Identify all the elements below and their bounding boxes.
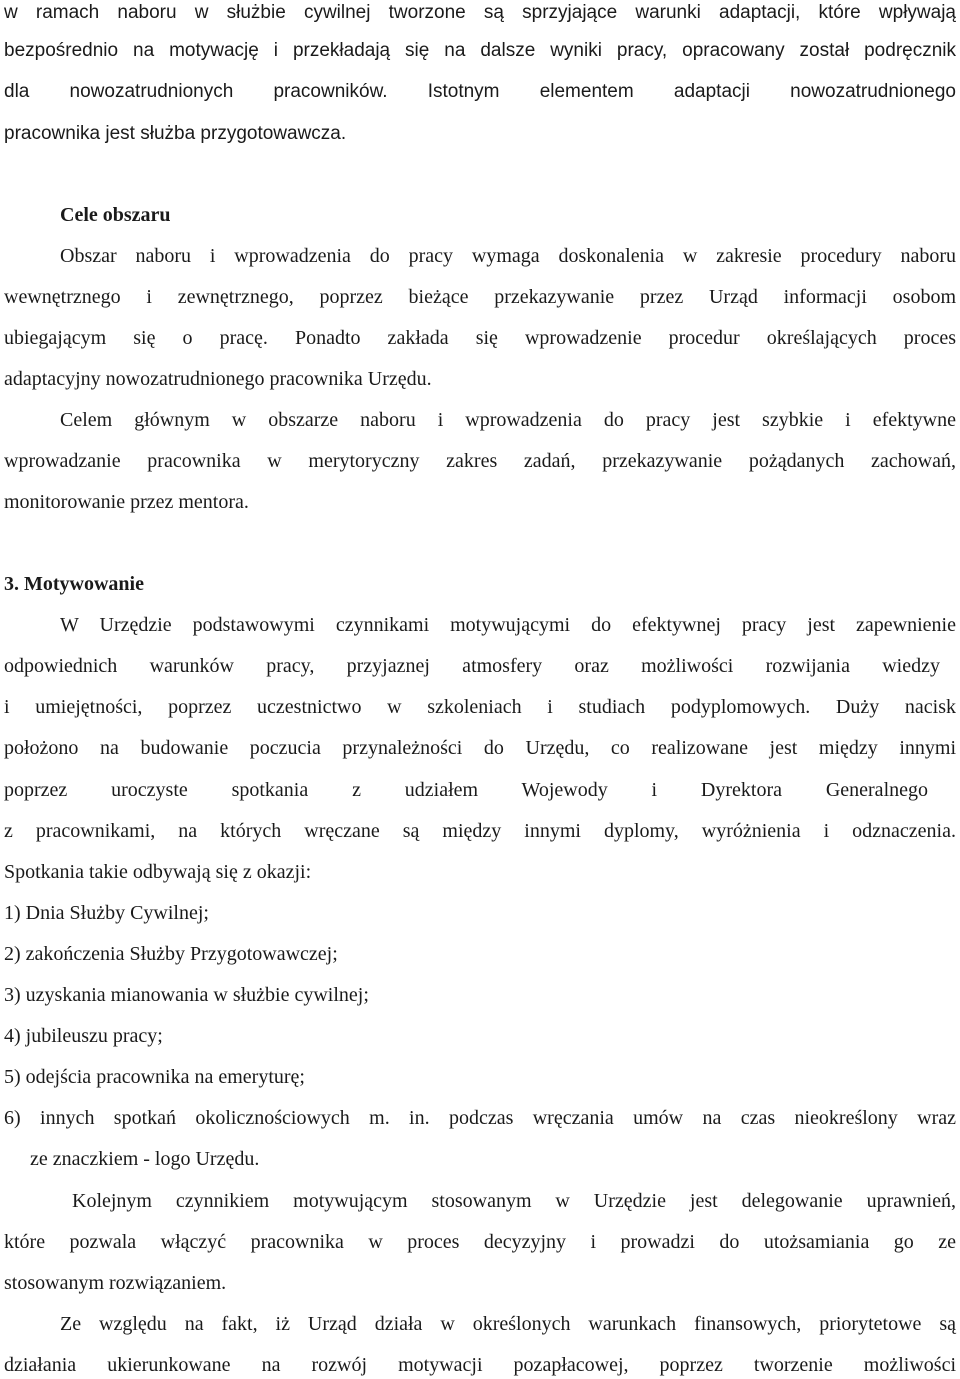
cele-paragraph-line: wprowadzanie pracownika w merytoryczny zakres zadań, przekazywanie pożądanych zachowań, [4, 450, 956, 472]
motywowanie-paragraph-line: W Urzędzie podstawowymi czynnikami motywującymi do efektywnej pracy jest zapewnienie [60, 614, 956, 636]
intro-line: pracownika jest służba przygotowawcza. [4, 123, 347, 144]
cele-paragraph-line: wewnętrznego i zewnętrznego, poprzez bieżące przekazywanie przez Urząd informacji osobom [4, 286, 956, 308]
motywowanie-paragraph-line: odpowiednich warunków pracy, przyjaznej atmosfery oraz możliwości rozwijania wiedzy [4, 655, 940, 677]
cele-paragraph-line: ubiegającym się o pracę. Ponadto zakłada się wprowadzenie procedur określających proces [4, 327, 956, 349]
section-heading-motywowanie: 3. Motywowanie [4, 573, 144, 595]
occasion-list-item: 3) uzyskania mianowania w służbie cywilnej; [4, 984, 369, 1006]
intro-line: bezpośrednio na motywację i przekładają się na dalsze wyniki pracy, opracowany został podręcznik [4, 40, 956, 61]
cele-paragraph-line: monitorowanie przez mentora. [4, 491, 249, 513]
motywowanie-paragraph-line: z pracownikami, na których wręczane są między innymi dyplomy, wyróżnienia i odznaczenia. [4, 820, 956, 842]
motywowanie-paragraph-line: Kolejnym czynnikiem motywującym stosowanym w Urzędzie jest delegowanie uprawnień, [72, 1190, 956, 1212]
motywowanie-paragraph-line: Spotkania takie odbywają się z okazji: [4, 861, 312, 883]
occasion-list-item: 6) innych spotkań okolicznościowych m. in. podczas wręczania umów na czas nieokreślony wraz [4, 1107, 956, 1129]
occasion-list-item: 2) zakończenia Służby Przygotowawczej; [4, 943, 338, 965]
occasion-list-continuation: ze znaczkiem - logo Urzędu. [30, 1148, 260, 1170]
occasion-list-item: 5) odejścia pracownika na emeryturę; [4, 1066, 305, 1088]
occasion-list-item: 4) jubileuszu pracy; [4, 1025, 163, 1047]
motywowanie-paragraph-line: poprzez uroczyste spotkania z udziałem Wojewody i Dyrektora Generalnego [4, 779, 928, 801]
cele-paragraph-line: adaptacyjny nowozatrudnionego pracownika Urzędu. [4, 368, 432, 390]
motywowanie-paragraph-line: stosowanym rozwiązaniem. [4, 1272, 227, 1294]
section-heading-cele: Cele obszaru [60, 204, 171, 226]
motywowanie-paragraph-line: położono na budowanie poczucia przynależności do Urzędu, co realizowane jest między innymi [4, 737, 956, 759]
intro-line: dla nowozatrudnionych pracowników. Istotnym elementem adaptacji nowozatrudnionego [4, 81, 956, 102]
motywowanie-paragraph-line: działania ukierunkowane na rozwój motywacji pozapłacowej, poprzez tworzenie możliwości [4, 1354, 956, 1376]
motywowanie-paragraph-line: które pozwala włączyć pracownika w proces decyzyjny i prowadzi do utożsamiania go ze [4, 1231, 956, 1253]
cele-paragraph-line: Celem głównym w obszarze naboru i wprowadzenia do pracy jest szybkie i efektywne [60, 409, 956, 431]
intro-line: w ramach naboru w służbie cywilnej tworzone są sprzyjające warunki adaptacji, które wpływają [4, 2, 956, 23]
cele-paragraph-line: Obszar naboru i wprowadzenia do pracy wymaga doskonalenia w zakresie procedury naboru [60, 245, 956, 267]
motywowanie-paragraph-line: Ze względu na fakt, iż Urząd działa w określonych warunkach finansowych, priorytetowe są [60, 1313, 956, 1335]
occasion-list-item: 1) Dnia Służby Cywilnej; [4, 902, 209, 924]
motywowanie-paragraph-line: i umiejętności, poprzez uczestnictwo w szkoleniach i studiach podyplomowych. Duży nacisk [4, 696, 956, 718]
